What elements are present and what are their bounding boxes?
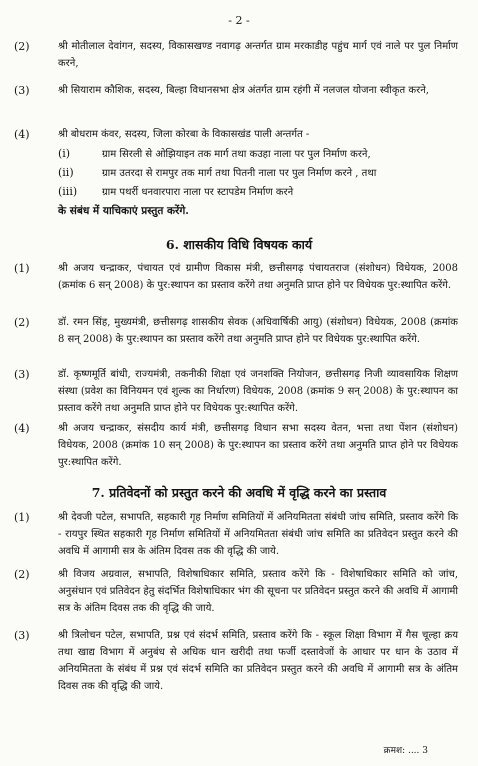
item-text: श्री बोधराम कंवर, सदस्य, जिला कोरबा के विकासखंड पाली अन्तर्गत - xyxy=(58,129,310,140)
sub-item-number: (ii) xyxy=(58,166,74,179)
continued-footer: क्रमश: .... 3 xyxy=(383,746,428,756)
item-text: श्री विजय अग्रवाल, सभापति, विशेषाधिकार समिति, प्रस्ताव करेंगे कि - विशेषाधिकार समिति को जांच, अनुसंधान एवं प्रतिवेदन हेतु संदर्भित विशेषाधिकार भंग की सूचना पर प्रतिवेदन प्रस्तुत करने की अवधि में आगामी सत्र के अंतिम दिवस तक की वृद्धि की जाये. xyxy=(58,569,458,614)
sub-item-number: (i) xyxy=(58,147,71,160)
item-number: (3) xyxy=(14,629,30,642)
sub-item-text: ग्राम सिरली से ओझियाइन तक मार्ग तथा कउहा नाला पर पुल निर्माण करने, xyxy=(102,149,371,160)
item-number: (1) xyxy=(14,511,30,524)
item-text: श्री देवजी पटेल, सभापति, सहकारी गृह निर्माण समितियों में अनियमितता संबंधी जांच समिति, प्रस्ताव करेंगे कि - रायपुर स्थित सहकारी गृह निर्माण समितियों में अनियमितता संबंधी जांच समिति का प्रतिवेदन प्रस्तुत करने की अवधि में आगामी सत्र के अंतिम दिवस तक की वृद्धि की जाये. xyxy=(58,512,458,557)
section-heading: 7. प्रतिवेदनों को प्रस्तुत करने की अवधि में वृद्धि करने का प्रस्ताव xyxy=(91,485,387,500)
item-text: श्री त्रिलोचन पटेल, सभापति, प्रश्न एवं संदर्भ समिति, प्रस्ताव करेंगे कि - स्कूल शिक्षा विभाग में गैस चूल्हा क्रय तथा खाद्य विभाग में अनुबंध से अधिक धान खरीदी तथा फर्जी दस्तावेजों के आधार पर धान के उठाव में अनियमितता के संबंध में प्रश्न एवं संदर्भ समिति का प्रतिवेदन प्रस्तुत करने की अवधि में आगामी सत्र के अंतिम दिवस तक की वृद्धि की जाये. xyxy=(58,630,458,692)
item-number: (3) xyxy=(14,84,30,97)
item-number: (3) xyxy=(14,368,30,381)
item-text: श्री अजय चन्द्राकर, पंचायत एवं ग्रामीण विकास मंत्री, छत्तीसगढ़ पंचायतराज (संशोधन) विधेयक, 2008 (क्रमांक 6 सन् 2008) के पुर:स्थापन का प्रस्ताव करेंगे तथा अनुमति प्राप्त होने पर विधेयक पुर:स्थापित करेंगे. xyxy=(58,263,458,291)
sub-item-number: (iii) xyxy=(58,185,78,198)
sub-item-text: ग्राम पथर्री धनवारपारा नाला पर स्टापडेम निर्माण करने xyxy=(102,187,294,198)
item-text: डॉ. कृष्णमूर्ति बांधी, राज्यमंत्री, तकनीकी शिक्षा एवं जनशक्ति नियोजन, छत्तीसगढ़ निजी व्यावसायिक शिक्षण संस्था (प्रवेश का विनियमन एवं शुल्क का निर्धारण) विधेयक, 2008 (क्रमांक 9 सन् 2008) के पुर:स्थापन का प्रस्ताव करेंगे तथा अनुमति प्राप्त होने पर विधेयक पुर:स्थापित करेंगे. xyxy=(58,369,458,414)
item-number: (2) xyxy=(14,568,30,581)
closing-statement: के संबंध में याचिकाएं प्रस्तुत करेंगे. xyxy=(58,205,189,217)
item-text: श्री अजय चन्द्राकर, संसदीय कार्य मंत्री, छत्तीसगढ़ विधान सभा सदस्य वेतन, भत्ता तथा पेंशन (संशोधन) विधेयक, 2008 (क्रमांक 10 सन् 2008) के पुर:स्थापन का प्रस्ताव करेंगे तथा अनुमति प्राप्त होने पर विधेयक पुर:स्थापित करेंगे. xyxy=(58,423,458,468)
item-number: (2) xyxy=(14,40,30,53)
item-text: श्री मोतीलाल देवांगन, सदस्य, विकासखण्ड नवागढ़ अन्तर्गत ग्राम मरकाडीह पहुंच मार्ग एवं नाले पर पुल निर्माण करने, xyxy=(58,41,458,69)
page-number: - 2 - xyxy=(228,14,250,27)
item-number: (4) xyxy=(14,422,30,435)
item-text: श्री सियाराम कौशिक, सदस्य, बिल्हा विधानसभा क्षेत्र अंतर्गत ग्राम रहंगी में नलजल योजना स्वीकृत करने, xyxy=(58,85,429,96)
section-heading: 6. शासकीय विधि विषयक कार्य xyxy=(165,237,313,252)
item-number: (2) xyxy=(14,316,30,329)
sub-item-text: ग्राम उतरदा से रामपुर तक मार्ग तथा पितनी नाला पर पुल निर्माण करने , तथा xyxy=(102,168,377,179)
sub-list-item xyxy=(58,164,458,182)
item-text: डॉ. रमन सिंह, मुख्यमंत्री, छत्तीसगढ़ शासकीय सेवक (अधिवार्षिकी आयु) (संशोधन) विधेयक, 2008 (क्रमांक 8 सन् 2008) के पुर:स्थापन का प्रस्ताव करेंगे तथा अनुमति प्राप्त होने पर विधेयक पुर:स्थापित करेंगे. xyxy=(58,317,458,345)
item-number: (4) xyxy=(14,128,30,141)
item-number: (1) xyxy=(14,262,30,275)
sub-list-item xyxy=(58,183,458,201)
sub-list-item xyxy=(58,145,458,163)
